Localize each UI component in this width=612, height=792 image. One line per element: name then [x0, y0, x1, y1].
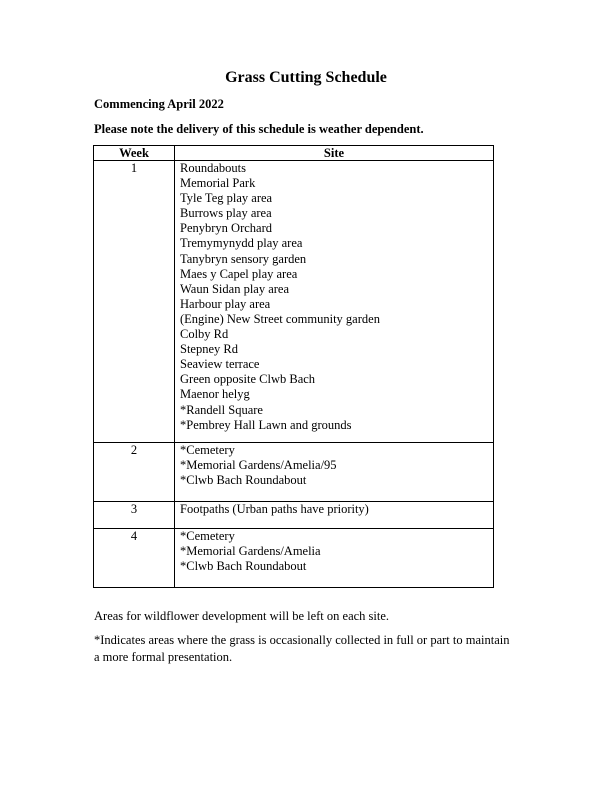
collection-note: *Indicates areas where the grass is occasionally collected in full or part to maintain a more formal presentation.	[94, 633, 510, 664]
site-item: Tanybryn sensory garden	[180, 251, 307, 266]
commencing-date: Commencing April 2022	[94, 97, 224, 111]
site-item: Roundabouts	[180, 161, 246, 175]
table-row	[94, 502, 494, 529]
site-item: *Memorial Gardens/Amelia/95	[180, 458, 337, 473]
site-item: *Pembrey Hall Lawn and grounds	[180, 417, 352, 432]
site-cell	[175, 529, 494, 588]
site-item: (Engine) New Street community garden	[180, 311, 380, 326]
site-item: Stepney Rd	[180, 342, 238, 357]
site-item: Maenor helyg	[180, 387, 250, 402]
site-item: Memorial Park	[180, 176, 256, 191]
site-item: *Cemetery	[180, 443, 235, 457]
site-item: Green opposite Clwb Bach	[180, 372, 316, 387]
site-column-header: Site	[175, 146, 494, 161]
site-item: Harbour play area	[180, 296, 271, 311]
week-cell: 2	[94, 443, 175, 502]
site-cell	[175, 161, 494, 443]
site-item: *Clwb Bach Roundabout	[180, 559, 307, 574]
wildflower-note: Areas for wildflower development will be left on each site.	[94, 609, 390, 623]
site-item: Penybryn Orchard	[180, 221, 272, 236]
site-item: Waun Sidan play area	[180, 281, 290, 296]
site-item: *Memorial Gardens/Amelia	[180, 544, 321, 559]
weather-note: Please note the delivery of this schedule is weather dependent.	[94, 122, 424, 136]
site-item: Tremymynydd play area	[180, 236, 303, 251]
site-cell	[175, 502, 494, 529]
site-item: Maes y Capel play area	[180, 266, 298, 281]
site-item: Burrows play area	[180, 206, 272, 221]
site-item: *Randell Square	[180, 402, 263, 417]
site-item: *Cemetery	[180, 529, 235, 543]
week-cell: 4	[94, 529, 175, 588]
week-cell: 1	[94, 161, 175, 443]
week-column-header: Week	[94, 146, 175, 161]
schedule-table	[93, 145, 494, 588]
table-header-row	[94, 146, 494, 161]
table-row	[94, 443, 494, 502]
site-item: Colby Rd	[180, 327, 229, 342]
site-item: Footpaths (Urban paths have priority)	[180, 502, 369, 516]
site-item: *Clwb Bach Roundabout	[180, 473, 307, 488]
site-item: Seaview terrace	[180, 357, 260, 372]
site-cell	[175, 443, 494, 502]
site-item: Tyle Teg play area	[180, 191, 273, 206]
table-row	[94, 161, 494, 443]
page-title: Grass Cutting Schedule	[225, 69, 387, 86]
table-row	[94, 529, 494, 588]
week-cell: 3	[94, 502, 175, 529]
